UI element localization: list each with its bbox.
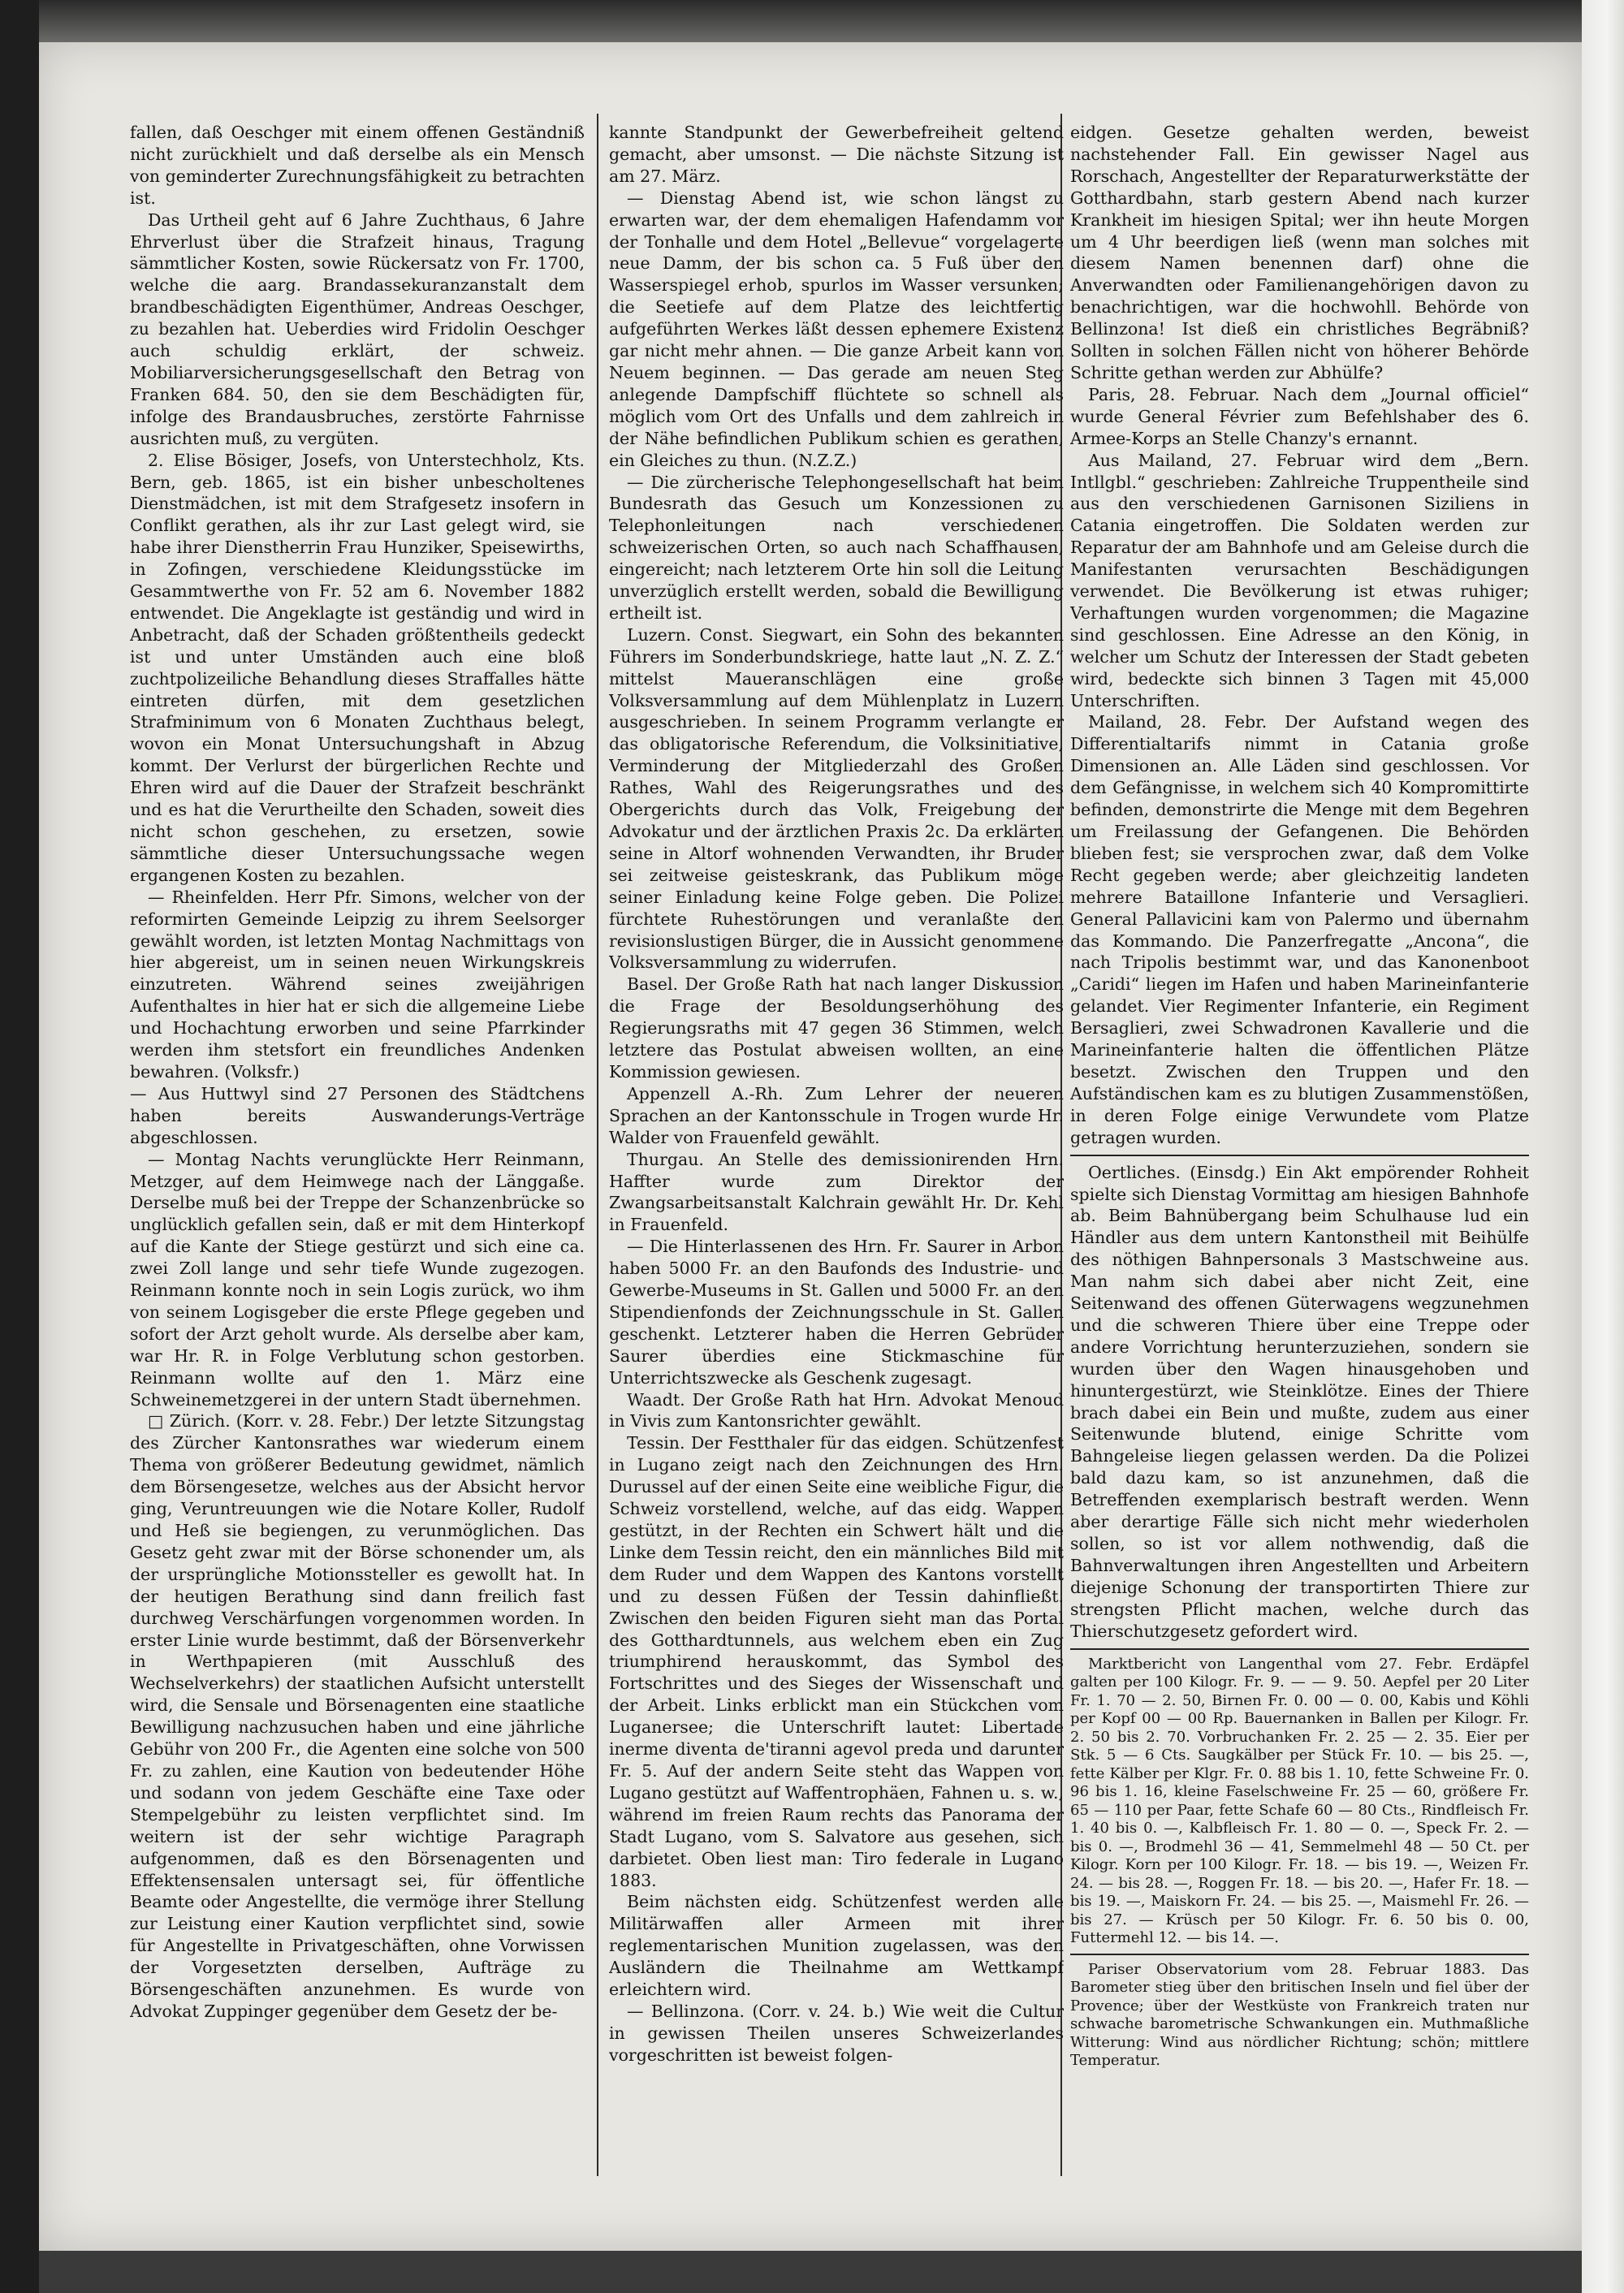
article-paragraph: — Die Hinterlassenen des Hrn. Fr. Saurer in Arbon haben 5000 Fr. an den Baufonds des Industrie- und Gewerbe-Museums in St. Gallen und 5000 Fr. an den Stipendienfonds der Zeichnungsschule in St. Gallen geschenkt. Letzterer haben die Herren Gebrüder Saurer überdies eine Stickmaschine für Unterrichtszwecke als Geschenk zugesagt. (609, 1237, 1064, 1388)
section-divider (1070, 1648, 1529, 1650)
section-divider (1070, 1954, 1529, 1955)
scan-top-border (0, 0, 1624, 42)
scan-left-border (0, 0, 39, 2293)
article-paragraph: Paris, 28. Februar. Nach dem „Journal officiel“ wurde General Février zum Befehlshaber des 6. Armee-Korps an Stelle Chanzy's ernannt. (1070, 384, 1529, 448)
article-paragraph: 2. Elise Bösiger, Josefs, von Unterstechholz, Kts. Bern, geb. 1865, ist ein bisher unbescholtenes Dienstmädchen, ist mit dem Strafgesetz insofern in Conflikt gerathen, als ihr zur Last gelegt wird, sie habe ihrer Dienstherrin Frau Hunziker, Speisewirths, in Zofingen, verschiedene Kleidungsstücke im Gesammtwerthe von Fr. 52 am 6. November 1882 entwendet. Die Angeklagte ist geständig und wird in Anbetracht, daß der Schaden größtentheils gedeckt ist und unter Umständen auch eine bloß zuchtpolizeiliche Behandlung dieses Straffalles hätte eintreten dürfen, mit dem gesetzlichen Strafminimum von 6 Monaten Zuchthaus belegt, wovon ein Monat Untersuchungshaft in Abzug kommt. Der Verlurst der bürgerlichen Rechte und Ehren wird auf die Dauer der Strafzeit beschränkt und es hat die Verurtheilte den Schaden, soweit dies nicht schon geschehen, zu ersetzen, sowie sämmtliche dieser Untersuchungssache wegen ergangenen Kosten zu bezahlen. (130, 450, 585, 885)
article-paragraph: Pariser Observatorium vom 28. Februar 1883. Das Barometer stieg über den britischen Inseln und fiel über der Provence; über der Westküste von Frankreich traten nur schwache barometrische Schwankungen ein. Muthmaßliche Witterung: Wind aus nördlicher Richtung; schön; mittlere Temperatur. (1070, 1960, 1529, 2070)
section-divider (1070, 1155, 1529, 1156)
column-right (1070, 122, 1529, 2184)
article-paragraph: — Die zürcherische Telephongesellschaft hat beim Bundesrath das Gesuch um Konzessionen zu Telephonleitungen nach verschiedenen schweizerischen Orten, so auch nach Schaffhausen, eingereicht; nach letzterem Orte hin soll die Leitung unverzüglich erstellt werden, sobald die Bewilligung ertheilt ist. (609, 472, 1064, 623)
column-left (130, 122, 585, 2184)
article-paragraph: — Montag Nachts verunglückte Herr Reinmann, Metzger, auf dem Heimwege nach der Länggaße. Derselbe muß bei der Treppe der Schanzenbrücke so unglücklich gefallen sein, daß er mit dem Hinterkopf auf die Kante der Stiege gestürzt und sich eine ca. zwei Zoll lange und sehr tiefe Wunde zugezogen. Reinmann konnte noch in sein Logis zurück, wo ihm von seinem Logisgeber die erste Pflege gegeben und sofort der Arzt geholt wurde. Als derselbe aber kam, war Hr. R. in Folge Verblutung schon gestorben. Reinmann wollte auf den 1. März eine Schweinemetzgerei in der untern Stadt übernehmen. (130, 1149, 585, 1410)
article-paragraph: Appenzell A.-Rh. Zum Lehrer der neueren Sprachen an der Kantonsschule in Trogen wurde Hr. Walder von Frauenfeld gewählt. (609, 1083, 1064, 1147)
article-paragraph: kannte Standpunkt der Gewerbefreiheit geltend gemacht, aber umsonst. — Die nächste Sitzung ist am 27. März. (609, 123, 1064, 186)
article-paragraph: □ Zürich. (Korr. v. 28. Febr.) Der letzte Sitzungstag des Zürcher Kantonsrathes war wiederum einem Thema von größerer Bedeutung gewidmet, nämlich dem Börsengesetze, welches aus der Absicht hervor ging, Veruntreuungen wie die Notare Koller, Rudolf und Heß sie begiengen, zu verunmöglichen. Das Gesetz geht zwar mit der Börse schonender um, als der ursprüngliche Motionssteller es gewollt hat. In der heutigen Berathung sind dann freilich fast durchweg Verschärfungen vorgenommen worden. In erster Linie wurde bestimmt, daß der Börsenverkehr in Werthpapieren (mit Ausschluß des Wechselverkehrs) der staatlichen Aufsicht unterstellt wird, die Sensale und Börsenagenten eine staatliche Bewilligung nachzusuchen haben und eine jährliche Gebühr von 200 Fr., die Agenten eine solche von 500 Fr. zu zahlen, eine Kaution von bedeutender Höhe und sodann von jedem Geschäfte eine Taxe oder Stempelgebühr zu leisten verpflichtet sind. Im weitern ist der sehr wichtige Paragraph aufgenommen, daß es den Börsenagenten und Effektensensalen untersagt sei, für öffentliche Beamte oder Angestellte, die vermöge ihrer Stellung zur Leistung einer Kaution verpflichtet sind, sowie für Angestellte in Privatgeschäften, ohne Vorwissen der Vorgesetzten derselben, Aufträge zu Börsengeschäften anzunehmen. Es wurde von Advokat Zuppinger gegenüber dem Gesetz der be- (130, 1411, 585, 2021)
article-paragraph: Tessin. Der Festthaler für das eidgen. Schützenfest in Lugano zeigt nach den Zeichnungen des Hrn. Durussel auf der einen Seite eine weibliche Figur, die Schweiz vorstellend, welche, auf das eidg. Wappen gestützt, in der Rechten ein Schwert hält und die Linke dem Tessin reicht, den ein männliches Bild mit dem Ruder und dem Wappen des Kantons vorstellt und zu dessen Füßen der Tessin dahinfließt. Zwischen den beiden Figuren sieht man das Portal des Gotthardtunnels, aus welchem eben ein Zug triumphirend herauskommt, das Symbol des Fortschrittes und des Sieges der Wissenschaft und der Arbeit. Links erblickt man ein Stückchen vom Luganersee; die Unterschrift lautet: Libertade inerme diventa de'tiranni agevol preda und darunter Fr. 5. Auf der andern Seite steht das Wappen von Lugano gestützt auf Waffentrophäen, Fahnen u. s. w., während im freien Raum rechts das Panorama der Stadt Lugano, vom S. Salvatore aus gesehen, sich darbietet. Oben liest man: Tiro federale in Lugano 1883. (609, 1433, 1064, 1890)
article-paragraph: Luzern. Const. Siegwart, ein Sohn des bekannten Führers im Sonderbundskriege, hatte laut „N. Z. Z.“ mittelst Maueranschlägen eine große Volksversammlung auf dem Mühlenplatz in Luzern ausgeschrieben. In seinem Programm verlangte er das obligatorische Referendum, die Volksinitiative, Verminderung der Mitgliederzahl des Großen Rathes, Wahl des Reigerungsrathes und des Obergerichts durch das Volk, Freigebung der Advokatur und der ärztlichen Praxis 2c. Da erklärten seine in Altorf wohnenden Verwandten, ihr Bruder sei zeitweise geisteskrank, das Publikum möge seiner Einladung keine Folge geben. Die Polizei fürchtete Ruhestörungen und veranlaßte den revisionslustigen Bürger, die in Aussicht genommene Volksversammlung zu widerrufen. (609, 624, 1064, 973)
article-paragraph: Waadt. Der Große Rath hat Hrn. Advokat Menoud in Vivis zum Kantonsrichter gewählt. (609, 1389, 1064, 1432)
article-paragraph: Mailand, 28. Febr. Der Aufstand wegen des Differentialtarifs nimmt in Catania große Dimensionen an. Alle Läden sind geschlossen. Vor dem Gefängnisse, in welchem sich 40 Kompromittirte befinden, demonstrirte die Menge mit dem Begehren um Freilassung der Gefangenen. Die Behörden blieben fest; sie versprochen zwar, daß dem Volke Recht gegeben werde; aber gleichzeitig landeten mehrere Bataillone Infanterie und Versaglieri. General Pallavicini kam von Palermo und übernahm das Kommando. Die Panzerfregatte „Ancona“, die nach Tripolis bestimmt war, und das Kanonenboot „Caridi“ liegen im Hafen und haben Marineinfanterie gelandet. Vier Regimenter Infanterie, ein Regiment Bersaglieri, zwei Schwadronen Kavallerie und die Marineinfanterie halten die öffentlichen Plätze besetzt. Zwischen den Truppen und den Aufständischen kam es zu blutigen Zusammenstößen, in deren Folge einige Verwundete vom Platze getragen wurden. (1070, 712, 1529, 1147)
article-paragraph: — Dienstag Abend ist, wie schon längst zu erwarten war, der dem ehemaligen Hafendamm vor der Tonhalle und dem Hotel „Bellevue“ vorgelagerte neue Damm, der bis schon ca. 5 Fuß über den Wasserspiegel erhob, spurlos im Wasser versunken; die Seetiefe auf dem Platze des leichtfertig aufgeführten Werkes läßt dessen ephemere Existenz gar nicht mehr ahnen. — Die ganze Arbeit kann von Neuem beginnen. — Das gerade am neuen Steg anlegende Dampfschiff flüchtete so schnell als möglich vom Ort des Unfalls und dem zahlreich in der Nähe befindlichen Publikum schien es gerathen, ein Gleiches zu thun. (N.Z.Z.) (609, 188, 1064, 470)
article-paragraph: Marktbericht von Langenthal vom 27. Febr. Erdäpfel galten per 100 Kilogr. Fr. 9. — — 9. 50. Aepfel per 20 Liter Fr. 1. 70 — 2. 50, Birnen Fr. 0. 00 — 0. 00, Kabis und Köhli per Kopf 00 — 00 Rp. Bauernanken in Ballen per Kilogr. Fr. 2. 50 bis 2. 70. Vorbruchanken Fr. 2. 25 — 2. 35. Eier per Stk. 5 — 6 Cts. Saugkälber per Stück Fr. 10. — bis 25. —, fette Kälber per Klgr. Fr. 0. 88 bis 1. 10, fette Schweine Fr. 0. 96 bis 1. 16, kleine Faselschweine Fr. 25 — 60, größere Fr. 65 — 110 per Paar, fette Schafe 60 — 80 Cts., Rindfleisch Fr. 1. 40 bis 0. —, Kalbfleisch Fr. 1. 80 — 0. —, Speck Fr. 2. — bis 0. —, Brodmehl 36 — 41, Semmelmehl 48 — 50 Ct. per Kilogr. Korn per 100 Kilogr. Fr. 18. — bis 19. —, Weizen Fr. 24. — bis 28. —, Roggen Fr. 18. — bis 20. —, Hafer Fr. 18. — bis 19. —, Maiskorn Fr. 24. — bis 25. —, Maismehl Fr. 26. — bis 27. — Krüsch per 50 Kilogr. Fr. 6. 50 bis 0. 00, Futtermehl 12. — bis 14. —. (1070, 1655, 1529, 1947)
article-paragraph: — Rheinfelden. Herr Pfr. Simons, welcher von der reformirten Gemeinde Leipzig zu ihrem Seelsorger gewählt worden, ist letzten Montag Nachmittags von hier abgereist, um in seinen neuen Wirkungskreis einzutreten. Während seines zweijährigen Aufenthaltes in hier hat er sich die allgemeine Liebe und Hochachtung erworben und seine Pfarrkinder werden ihm stetsfort ein freundliches Andenken bewahren. (Volksfr.) (130, 887, 585, 1082)
column-middle (609, 122, 1064, 2184)
article-paragraph: Das Urtheil geht auf 6 Jahre Zuchthaus, 6 Jahre Ehrverlust über die Strafzeit hinaus, Tragung sämmtlicher Kosten, sowie Rückersatz von Fr. 1700, welche die aarg. Brandassekuranzanstalt dem brandbeschädigten Eigenthümer, Andreas Oeschger, zu bezahlen hat. Ueberdies wird Fridolin Oeschger auch schuldig erklärt, der schweiz. Mobiliarversicherungsgesellschaft den Betrag von Franken 684. 50, den sie dem Beschädigten für, infolge des Brandausbruches, zerstörte Fahrnisse ausrichten muß, zu vergüten. (130, 209, 585, 448)
article-paragraph: Beim nächsten eidg. Schützenfest werden alle Militärwaffen aller Armeen mit ihrer reglementarischen Munition zugelassen, was den Ausländern die Theilnahme am Wettkampf erleichtern wird. (609, 1892, 1064, 2000)
article-paragraph: — Aus Huttwyl sind 27 Personen des Städtchens haben bereits Auswanderungs-Verträge abgeschlossen. (130, 1083, 585, 1147)
article-paragraph: Basel. Der Große Rath hat nach langer Diskussion die Frage der Besoldungserhöhung des Regierungsraths mit 47 gegen 36 Stimmen, welch letztere das Postulat abweisen wollten, an eine Kommission gewiesen. (609, 974, 1064, 1082)
article-paragraph: Thurgau. An Stelle des demissionirenden Hrn. Haffter wurde zum Direktor der Zwangsarbeitsanstalt Kalchrain gewählt Hr. Dr. Kehl in Frauenfeld. (609, 1149, 1064, 1235)
article-paragraph: — Bellinzona. (Corr. v. 24. b.) Wie weit die Cultur in gewissen Theilen unseres Schweizerlandes vorgeschritten ist beweist folgen- (609, 2001, 1064, 2065)
column-rule-1 (597, 114, 598, 2176)
scan-right-border (1582, 0, 1624, 2293)
article-paragraph: Aus Mailand, 27. Februar wird dem „Bern. Intllgbl.“ geschrieben: Zahlreiche Truppentheile sind aus den verschiedenen Garnisonen Siziliens in Catania eingetroffen. Die Soldaten werden zur Reparatur der am Bahnhofe und am Geleise durch die Manifestanten verursachten Beschädigungen verwendet. Die Bevölkerung ist etwas ruhiger; Verhaftungen wurden vorgenommen; die Magazine sind geschlossen. Eine Adresse an den König, in welcher um Schutz der Interessen der Stadt gebeten wird, bedeckte sich binnen 3 Tagen mit 45,000 Unterschriften. (1070, 450, 1529, 710)
article-paragraph: eidgen. Gesetze gehalten werden, beweist nachstehender Fall. Ein gewisser Nagel aus Rorschach, Angestellter der Reparaturwerkstätte der Gotthardbahn, starb gestern Abend nach kurzer Krankheit im hiesigen Spital; wer ihn heute Morgen um 4 Uhr beerdigen ließ (wenn man solches mit diesem Namen benennen darf) ohne die Anverwandten oder Familienangehörigen davon zu benachrichtigen, war die hochwohll. Behörde von Bellinzona! Ist dieß ein christliches Begräbniß? Sollten in solchen Fällen nicht von höherer Behörde Schritte gethan werden zur Abhülfe? (1070, 123, 1529, 382)
article-paragraph: Oertliches. (Einsdg.) Ein Akt empörender Rohheit spielte sich Dienstag Vormittag am hiesigen Bahnhofe ab. Beim Bahnübergang beim Schulhause lud ein Händler aus dem untern Kantonstheil mit Beihülfe des nöthigen Bahnpersonals 3 Mastschweine aus. Man nahm sich dabei aber nicht Zeit, eine Seitenwand des offenen Güterwagens wegzunehmen und die schweren Thiere über eine Treppe oder andere Vorrichtung herunterzuziehen, sondern sie wurden über den Wagen hinausgehoben und hinuntergestürzt, wie Steinklötze. Eines der Thiere brach dabei ein Bein und mußte, zudem aus einer Seitenwunde blutend, einige Schritte vom Bahngeleise liegen gelassen werden. Da die Polizei bald dazu kam, so ist anzunehmen, daß die Betreffenden exemplarisch bestraft werden. Wenn aber derartige Fälle sich nicht mehr wiederholen sollen, so ist vor allem nothwendig, daß die Bahnverwaltungen ihren Angestellten und Arbeitern diejenige Schonung der transportirten Thiere zur strengsten Pflicht machen, welche durch das Thierschutzgesetz gefordert wird. (1070, 1162, 1529, 1641)
article-paragraph: fallen, daß Oeschger mit einem offenen Geständniß nicht zurückhielt und daß derselbe als ein Mensch von geminderter Zurechnungsfähigkeit zu betrachten ist. (130, 123, 585, 208)
